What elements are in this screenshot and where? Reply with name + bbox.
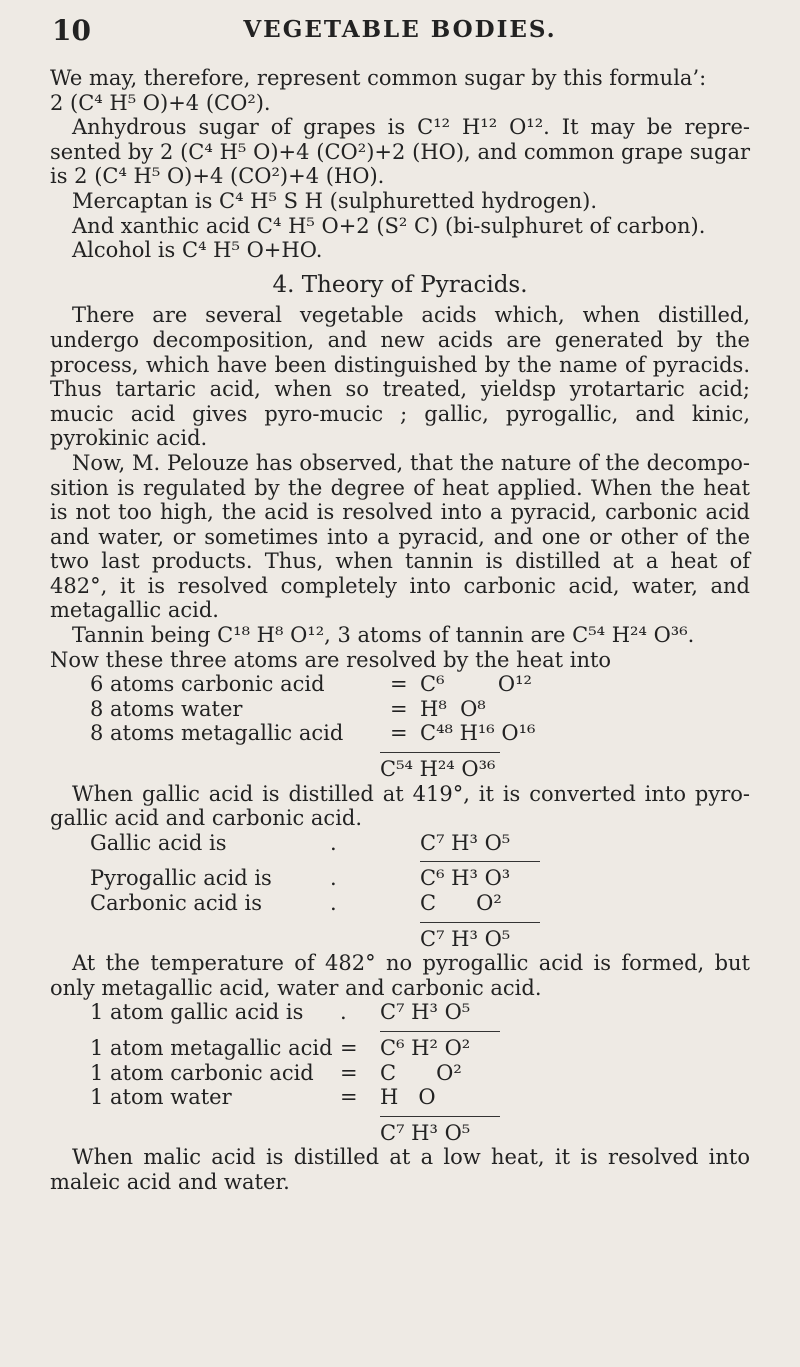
equation-row: 1 atom gallic acid is . C⁷ H³ O⁵ (90, 1000, 471, 1025)
paragraph: We may, therefore, represent common sugar by this formula’: (50, 66, 707, 90)
sum-rule (420, 861, 540, 862)
equation-row: 8 atoms water = H⁸ O⁸ (90, 696, 486, 721)
equation-row: 1 atom carbonic acid = C O² (90, 1060, 462, 1085)
equation-row: 1 atom metagallic acid = C⁶ H² O² (90, 1035, 471, 1060)
paragraph: At the temperature of 482° no pyrogallic acid is formed, but only metagallic acid, water and carbonic acid. (50, 951, 750, 1000)
paragraph: Now, M. Pelouze has observed, that the nature of the decompo-sition is regulated by the degree of heat applied. When the heat is not too high, the acid is resolved into a pyracid, carbonic acid and water, or sometimes into a pyracid, and one or other of the two last products. Thus, when tannin is distilled at a heat of 482°, it is resolved completely into carbonic acid, water, and metagallic acid. (50, 450, 750, 623)
paragraph: Mercaptan is C⁴ H⁵ S H (sulphuretted hydrogen). (72, 188, 598, 213)
section-title: 4. Theory of Pyracids. (272, 271, 528, 298)
equation-tannin (50, 672, 750, 781)
sum-rule (380, 752, 500, 753)
paragraph: When gallic acid is distilled at 419°, it is converted into pyro-gallic acid and carbonic acid. (50, 781, 750, 831)
equation-metagallic (50, 1000, 750, 1145)
paragraph: Alcohol is C⁴ H⁵ O+HO. (72, 238, 323, 263)
equation-total: C⁵⁴ H²⁴ O³⁶ (380, 757, 496, 782)
page-number: 10 (52, 14, 91, 47)
sum-rule (380, 1116, 500, 1117)
equation-row: 8 atoms metagallic acid = C⁴⁸ H¹⁶ O¹⁶ (90, 721, 536, 746)
paragraph: Tannin being C¹⁸ H⁸ O¹², 3 atoms of tannin are C⁵⁴ H²⁴ O³⁶. (72, 623, 695, 648)
equation-row: Gallic acid is . C⁷ H³ O⁵ (90, 830, 511, 855)
formula-line: 2 (C⁴ H⁵ O)+4 (CO²). (50, 90, 271, 115)
page-header (52, 14, 748, 48)
paragraph: There are several vegetable acids which, when distilled, undergo decomposition, and new acids are generated by the process, which have been distinguished by the name of pyracids. Thus tartaric acid, when so treated, yieldsp yrotartaric acid; mucic acid gives pyro-mucic ; gallic, pyrogallic, and kinic, pyrokinic acid. (50, 303, 750, 451)
equation-total: C⁷ H³ O⁵ (380, 1120, 471, 1145)
sum-rule (420, 922, 540, 923)
equation-gallic (50, 831, 750, 951)
sum-rule (380, 1031, 500, 1032)
paragraph: And xanthic acid C⁴ H⁵ O+2 (S² C) (bi-sulphuret of carbon). (72, 213, 706, 238)
body-text (50, 66, 750, 1195)
equation-total: C⁷ H³ O⁵ (420, 926, 511, 951)
equation-row: Pyrogallic acid is . C⁶ H³ O³ (90, 866, 511, 891)
equation-row: 1 atom water = H O (90, 1085, 436, 1110)
paragraph: Anhydrous sugar of grapes is C¹² H¹² O¹². It may be repre-sented by 2 (C⁴ H⁵ O)+4 (CO²)+2 (HO), and common grape sugar is 2 (C⁴ H⁵ O)+4 (CO²)+4 (HO). (50, 115, 750, 189)
equation-row: 6 atoms carbonic acid = C⁶ O¹² (90, 672, 532, 697)
equation-row: Carbonic acid is . C O² (90, 891, 502, 915)
paragraph: When malic acid is distilled at a low heat, it is resolved into maleic acid and water. (50, 1145, 750, 1194)
running-title: VEGETABLE BODIES. (243, 16, 557, 43)
paragraph: Now these three atoms are resolved by the heat into (50, 647, 612, 672)
